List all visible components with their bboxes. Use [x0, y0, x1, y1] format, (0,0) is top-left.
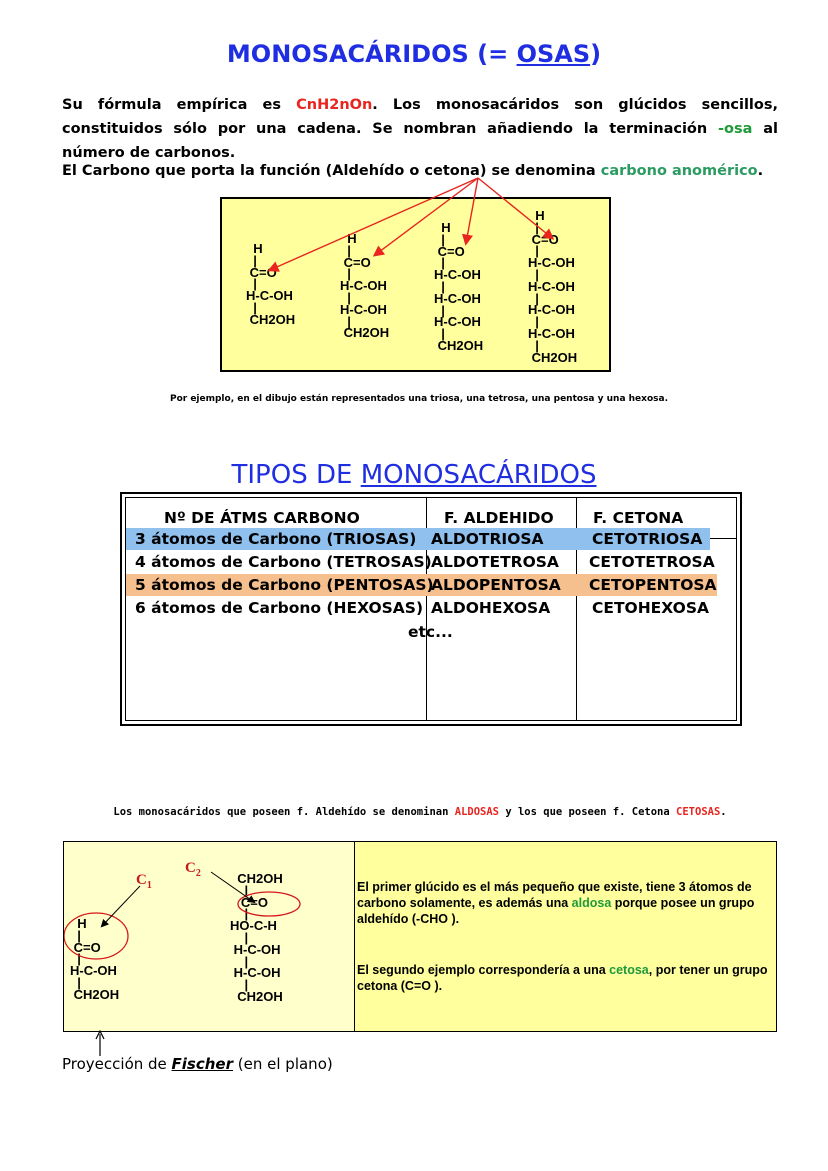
- tetrose-structure: H | C=O | H-C-OH | H-C-OH | CH2OH: [340, 231, 390, 341]
- table-row: [126, 597, 736, 619]
- header-cetona: F. CETONA: [593, 509, 684, 527]
- aldosas-line: [0, 806, 828, 818]
- row-cetona: CETOHEXOSA: [592, 599, 710, 617]
- ketose-structure: CH2OH | C=O | HO-C-H | H-C-OH | H-C-OH | CH2OH: [230, 871, 283, 1004]
- c1-circle: [64, 913, 128, 959]
- osas-link[interactable]: OSAS: [516, 40, 591, 68]
- fischer-caption: [62, 1055, 333, 1073]
- t2-text: El segundo ejemplo correspondería a una: [357, 963, 610, 977]
- arrow-hexose: [478, 178, 552, 238]
- cetosas-term: CETOSAS: [676, 806, 721, 818]
- etc-text: etc...: [408, 623, 453, 641]
- t1-text: El primer glúcido es el más pequeño que existe, tiene 3 átomos de carbono solamente, es además una: [357, 880, 752, 910]
- intro-text: Su fórmula empírica es: [62, 97, 297, 113]
- c1-sub: 1: [146, 880, 152, 891]
- row-label: 5 átomos de Carbono (PENTOSAS): [135, 576, 434, 594]
- fischer-divider: [354, 842, 355, 1031]
- header-aldehido: F. ALDEHIDO: [444, 509, 554, 527]
- fischer-text-1: [357, 879, 777, 927]
- anomeric-term: carbono anomérico: [600, 163, 758, 179]
- fischer-box: [63, 841, 777, 1032]
- row-cetona: CETOTETROSA: [589, 553, 715, 571]
- intro-text-2: . Los monosacáridos son glúcidos sencillos, constituidos sólo por una cadena. Se nombran añadiendo la terminación: [62, 97, 779, 137]
- row-label: 3 átomos de Carbono (TRIOSAS): [135, 530, 417, 548]
- header-carbonos: Nº DE ÁTMS CARBONO: [164, 509, 360, 527]
- intro-text-3: al número de carbonos.: [62, 121, 778, 161]
- arrow-triose: [270, 178, 478, 270]
- title-text: MONOSACÁRIDOS (=: [226, 40, 517, 68]
- aldosa-term: aldosa: [571, 896, 612, 910]
- formula: CnH2nOn: [296, 97, 373, 113]
- fischer-link[interactable]: Fischer: [171, 1055, 234, 1073]
- structures-caption: Por ejemplo, en el dibujo están representados una triosa, una tetrosa, una pentosa y una hexosa.: [169, 394, 669, 404]
- types-table: [120, 492, 742, 726]
- fischer-annotations: [64, 842, 354, 1031]
- table-etc-row: [126, 621, 736, 643]
- aldosas-text-2: y los que poseen f. Cetona: [499, 806, 677, 818]
- row-label: 6 átomos de Carbono (HEXOSAS): [135, 599, 424, 617]
- t1-end: porque posee un grupo aldehído (-CHO ).: [357, 896, 755, 926]
- arrow-pentose: [466, 178, 478, 243]
- row-aldehido: ALDOTRIOSA: [431, 530, 544, 548]
- t2-end: , por tener un grupo cetona (C=O ).: [357, 963, 768, 993]
- aldosas-text: Los monosacáridos que poseen f. Aldehído se denominan: [113, 806, 455, 818]
- row-aldehido: ALDOPENTOSA: [431, 576, 561, 594]
- c1-text: C: [136, 872, 147, 888]
- aldosas-end: .: [720, 806, 727, 818]
- types-table-inner: [125, 497, 737, 721]
- row-aldehido: ALDOTETROSA: [431, 553, 559, 571]
- pentose-structure: H | C=O | H-C-OH | H-C-OH | H-C-OH | CH2OH: [434, 220, 484, 353]
- anomeric-text: El Carbono que porta la función (Aldehído o cetona) se denomina: [62, 163, 601, 179]
- caption-end: (en el plano): [233, 1055, 333, 1073]
- row-aldehido: ALDOHEXOSA: [431, 599, 551, 617]
- c2-sub: 2: [195, 868, 201, 879]
- cetosa-term: cetosa: [609, 963, 649, 977]
- caption-text: Proyección de: [62, 1055, 172, 1073]
- row-cetona: CETOPENTOSA: [589, 576, 717, 594]
- aldosas-term: ALDOSAS: [454, 806, 500, 818]
- hexose-structure: H | C=O | H-C-OH | H-C-OH | H-C-OH | H-C-OH | CH2OH: [528, 208, 578, 365]
- monosacaridos-link[interactable]: MONOSACÁRIDOS: [360, 460, 597, 490]
- title-suffix: ): [590, 40, 602, 68]
- suffix-osa: -osa: [718, 121, 753, 137]
- anomeric-arrows: [0, 0, 828, 420]
- aldose-structure: H | C=O | H-C-OH | CH2OH: [70, 916, 120, 1002]
- fischer-text-2: [357, 962, 777, 994]
- c2-text: C: [185, 860, 196, 876]
- table-row: [126, 574, 717, 596]
- c1-arrow: [102, 886, 140, 926]
- types-title: [0, 460, 828, 490]
- table-row: [126, 528, 710, 550]
- c2-circle: [238, 892, 300, 916]
- row-cetona: CETOTRIOSA: [592, 530, 703, 548]
- table-row: [126, 551, 736, 573]
- types-title-text: TIPOS DE: [231, 460, 361, 490]
- c2-arrow: [211, 872, 254, 902]
- caption-arrow: [90, 1030, 110, 1058]
- row-label: 4 átomos de Carbono (TETROSAS): [135, 553, 432, 571]
- anomeric-end: .: [757, 163, 764, 179]
- triose-structure: H | C=O | H-C-OH | CH2OH: [246, 241, 296, 327]
- table-header: [126, 507, 736, 529]
